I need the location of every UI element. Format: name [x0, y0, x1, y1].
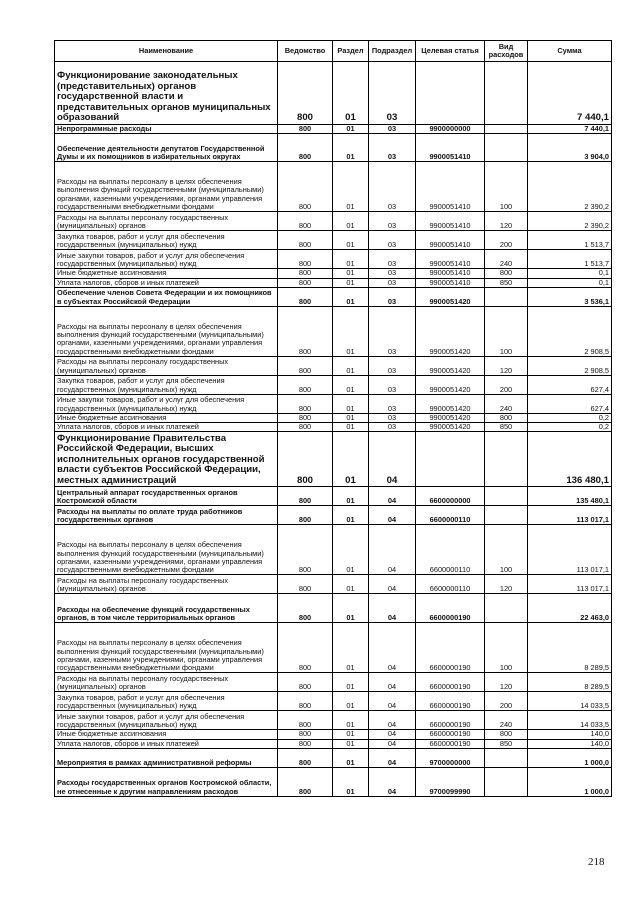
row-name: Обеспечение деятельности депутатов Государственной Думы и их помощников в избирательных округах: [55, 134, 278, 162]
row-section: 01: [333, 62, 369, 125]
row-expense-type: 100: [485, 162, 528, 212]
header-row: [55, 41, 612, 62]
row-subsection: 04: [369, 525, 416, 575]
row-name: Закупка товаров, работ и услуг для обеспечения государственных (муниципальных) нужд: [55, 692, 278, 711]
row-sum: 113 017,1: [528, 575, 612, 594]
row-department: 800: [278, 432, 333, 487]
row-section: 01: [333, 506, 369, 525]
row-sum: 0,1: [528, 269, 612, 278]
row-sum: 627,4: [528, 375, 612, 394]
row-expense-type: [485, 62, 528, 125]
row-section: 01: [333, 287, 369, 306]
row-section: 01: [333, 575, 369, 594]
table-row: [55, 212, 612, 231]
header-name: Наименование: [55, 41, 278, 62]
row-department: 800: [278, 287, 333, 306]
row-department: 800: [278, 711, 333, 730]
row-department: 800: [278, 423, 333, 432]
row-department: 800: [278, 306, 333, 356]
row-target-article: 9900051410: [416, 269, 485, 278]
row-subsection: 04: [369, 749, 416, 768]
table-row: [55, 575, 612, 594]
row-target-article: 6600000110: [416, 575, 485, 594]
row-name: Расходы на выплаты персоналу в целях обеспечения выполнения функций государственными (муниципальными) органами, казенными учреждениями, органами управления государственными внебюджетными фондами: [55, 306, 278, 356]
row-target-article: 9900051410: [416, 231, 485, 250]
row-name: Иные бюджетные ассигнования: [55, 269, 278, 278]
row-subsection: 03: [369, 125, 416, 134]
table-row: [55, 673, 612, 692]
row-subsection: 03: [369, 413, 416, 422]
table-row: [55, 269, 612, 278]
row-name: Центральный аппарат государственных органов Костромской области: [55, 487, 278, 506]
row-subsection: 03: [369, 134, 416, 162]
row-target-article: 9900051410: [416, 134, 485, 162]
table-row: [55, 711, 612, 730]
row-subsection: 03: [369, 356, 416, 375]
table-row: [55, 692, 612, 711]
table-row: [55, 594, 612, 623]
table-row: [55, 375, 612, 394]
row-subsection: 04: [369, 506, 416, 525]
row-expense-type: 120: [485, 356, 528, 375]
row-department: 800: [278, 375, 333, 394]
table-row: [55, 525, 612, 575]
row-expense-type: [485, 749, 528, 768]
row-expense-type: 100: [485, 525, 528, 575]
row-section: 01: [333, 730, 369, 739]
row-name: Иные бюджетные ассигнования: [55, 730, 278, 739]
table-row: [55, 739, 612, 748]
row-subsection: 04: [369, 711, 416, 730]
row-expense-type: [485, 487, 528, 506]
row-section: 01: [333, 673, 369, 692]
row-department: 800: [278, 739, 333, 748]
row-expense-type: [485, 506, 528, 525]
row-department: 800: [278, 125, 333, 134]
row-expense-type: [485, 594, 528, 623]
row-expense-type: [485, 432, 528, 487]
row-sum: 2 908,5: [528, 356, 612, 375]
row-department: 800: [278, 212, 333, 231]
row-sum: 22 463,0: [528, 594, 612, 623]
row-section: 01: [333, 162, 369, 212]
row-expense-type: [485, 768, 528, 797]
row-department: 800: [278, 356, 333, 375]
row-section: 01: [333, 134, 369, 162]
table-header: [55, 41, 612, 62]
table-row: [55, 162, 612, 212]
row-department: 800: [278, 62, 333, 125]
row-target-article: 9900051420: [416, 413, 485, 422]
row-expense-type: 200: [485, 692, 528, 711]
header-sum: Сумма: [528, 41, 612, 62]
row-name: Функционирование Правительства Российской Федерации, высших исполнительных органов государственной власти субъектов Российской Федерации, местных администраций: [55, 432, 278, 487]
row-target-article: 9900051420: [416, 356, 485, 375]
row-department: 800: [278, 623, 333, 673]
row-department: 800: [278, 730, 333, 739]
row-target-article: 9900051420: [416, 394, 485, 413]
row-section: 01: [333, 231, 369, 250]
row-expense-type: 240: [485, 250, 528, 269]
row-section: 01: [333, 413, 369, 422]
row-name: Иные бюджетные ассигнования: [55, 413, 278, 422]
row-sum: 136 480,1: [528, 432, 612, 487]
table-row: [55, 749, 612, 768]
row-department: 800: [278, 162, 333, 212]
row-department: 800: [278, 506, 333, 525]
row-sum: 2 390,2: [528, 162, 612, 212]
row-sum: 3 536,1: [528, 287, 612, 306]
row-department: 800: [278, 394, 333, 413]
row-expense-type: [485, 287, 528, 306]
row-name: Иные закупки товаров, работ и услуг для обеспечения государственных (муниципальных) нужд: [55, 711, 278, 730]
row-department: 800: [278, 413, 333, 422]
row-section: 01: [333, 278, 369, 287]
row-department: 800: [278, 673, 333, 692]
row-expense-type: 100: [485, 306, 528, 356]
row-sum: 627,4: [528, 394, 612, 413]
row-subsection: 04: [369, 594, 416, 623]
row-department: 800: [278, 768, 333, 797]
row-subsection: 04: [369, 673, 416, 692]
row-subsection: 03: [369, 306, 416, 356]
table-body: [55, 62, 612, 797]
table-row: [55, 394, 612, 413]
row-sum: 8 289,5: [528, 623, 612, 673]
row-subsection: 04: [369, 739, 416, 748]
row-subsection: 03: [369, 269, 416, 278]
row-section: 01: [333, 423, 369, 432]
row-subsection: 03: [369, 250, 416, 269]
row-target-article: 6600000110: [416, 506, 485, 525]
row-department: 800: [278, 575, 333, 594]
table-row: [55, 623, 612, 673]
header-expense-type: Вид расходов: [485, 41, 528, 62]
row-target-article: 9900051410: [416, 250, 485, 269]
row-name: Обеспечение членов Совета Федерации и их помощников в субъектах Российской Федерации: [55, 287, 278, 306]
row-target-article: 6600000190: [416, 673, 485, 692]
row-sum: 1 000,0: [528, 749, 612, 768]
row-department: 800: [278, 749, 333, 768]
row-sum: 113 017,1: [528, 525, 612, 575]
row-section: 01: [333, 739, 369, 748]
row-sum: 2 390,2: [528, 212, 612, 231]
row-name: Уплата налогов, сборов и иных платежей: [55, 278, 278, 287]
row-subsection: 03: [369, 212, 416, 231]
row-target-article: 6600000000: [416, 487, 485, 506]
row-expense-type: 850: [485, 278, 528, 287]
row-target-article: 6600000190: [416, 594, 485, 623]
table-row: [55, 125, 612, 134]
row-target-article: 6600000190: [416, 692, 485, 711]
row-name: Расходы на выплаты персоналу в целях обеспечения выполнения функций государственными (муниципальными) органами, казенными учреждениями, органами управления государственными внебюджетными фондами: [55, 623, 278, 673]
row-sum: 14 033,5: [528, 692, 612, 711]
row-target-article: 9900000000: [416, 125, 485, 134]
row-name: Расходы на обеспечение функций государственных органов, в том числе территориальных органов: [55, 594, 278, 623]
table-row: [55, 506, 612, 525]
row-sum: 1 513,7: [528, 250, 612, 269]
row-section: 01: [333, 711, 369, 730]
row-target-article: 9900051420: [416, 375, 485, 394]
table-row: [55, 231, 612, 250]
row-section: 01: [333, 269, 369, 278]
table-row: [55, 432, 612, 487]
row-expense-type: 850: [485, 423, 528, 432]
row-expense-type: [485, 134, 528, 162]
row-name: Расходы государственных органов Костромской области, не отнесенные к другим направлениям расходов: [55, 768, 278, 797]
row-name: Расходы на выплаты персоналу государственных (муниципальных) органов: [55, 575, 278, 594]
row-section: 01: [333, 356, 369, 375]
row-target-article: 9900051420: [416, 306, 485, 356]
row-expense-type: 850: [485, 739, 528, 748]
row-name: Функционирование законодательных (представительных) органов государственной власти и представительных органов муниципальных образований: [55, 62, 278, 125]
row-sum: 7 440,1: [528, 62, 612, 125]
header-target-article: Целевая статья: [416, 41, 485, 62]
row-sum: 8 289,5: [528, 673, 612, 692]
row-sum: 14 033,5: [528, 711, 612, 730]
row-expense-type: 120: [485, 212, 528, 231]
row-expense-type: 100: [485, 623, 528, 673]
row-name: Уплата налогов, сборов и иных платежей: [55, 423, 278, 432]
header-department: Ведомство: [278, 41, 333, 62]
table-row: [55, 413, 612, 422]
table-row: [55, 730, 612, 739]
row-subsection: 04: [369, 575, 416, 594]
row-expense-type: [485, 125, 528, 134]
row-target-article: 6600000190: [416, 711, 485, 730]
row-subsection: 04: [369, 730, 416, 739]
row-name: Иные закупки товаров, работ и услуг для обеспечения государственных (муниципальных) нужд: [55, 394, 278, 413]
row-target-article: 9900051420: [416, 287, 485, 306]
row-target-article: 9700000000: [416, 749, 485, 768]
row-sum: 0,2: [528, 423, 612, 432]
row-subsection: 03: [369, 231, 416, 250]
row-department: 800: [278, 487, 333, 506]
table-row: [55, 487, 612, 506]
row-department: 800: [278, 231, 333, 250]
row-subsection: 03: [369, 162, 416, 212]
budget-table: [54, 40, 612, 797]
row-target-article: 9900051410: [416, 212, 485, 231]
row-subsection: 03: [369, 62, 416, 125]
row-name: Закупка товаров, работ и услуг для обеспечения государственных (муниципальных) нужд: [55, 231, 278, 250]
table-row: [55, 62, 612, 125]
row-sum: 113 017,1: [528, 506, 612, 525]
row-sum: 3 904,0: [528, 134, 612, 162]
row-section: 01: [333, 250, 369, 269]
row-expense-type: 240: [485, 711, 528, 730]
row-sum: 1 000,0: [528, 768, 612, 797]
row-section: 01: [333, 306, 369, 356]
table-row: [55, 278, 612, 287]
row-expense-type: 800: [485, 413, 528, 422]
row-sum: 0,1: [528, 278, 612, 287]
row-target-article: [416, 62, 485, 125]
row-target-article: 9900051410: [416, 278, 485, 287]
row-section: 01: [333, 749, 369, 768]
row-section: 01: [333, 525, 369, 575]
row-subsection: 04: [369, 623, 416, 673]
row-sum: 1 513,7: [528, 231, 612, 250]
row-section: 01: [333, 394, 369, 413]
row-expense-type: 120: [485, 575, 528, 594]
row-name: Расходы на выплаты персоналу в целях обеспечения выполнения функций государственными (муниципальными) органами, казенными учреждениями, органами управления государственными внебюджетными фондами: [55, 525, 278, 575]
row-name: Уплата налогов, сборов и иных платежей: [55, 739, 278, 748]
row-department: 800: [278, 692, 333, 711]
row-subsection: 04: [369, 487, 416, 506]
row-expense-type: 800: [485, 730, 528, 739]
row-sum: 140,0: [528, 739, 612, 748]
row-target-article: 9900051420: [416, 423, 485, 432]
row-name: Непрограммные расходы: [55, 125, 278, 134]
row-expense-type: 240: [485, 394, 528, 413]
row-section: 01: [333, 768, 369, 797]
row-section: 01: [333, 125, 369, 134]
row-name: Расходы на выплаты персоналу государственных (муниципальных) органов: [55, 356, 278, 375]
row-target-article: [416, 432, 485, 487]
row-target-article: 6600000190: [416, 623, 485, 673]
row-sum: 7 440,1: [528, 125, 612, 134]
row-section: 01: [333, 212, 369, 231]
row-name: Расходы на выплаты персоналу в целях обеспечения выполнения функций государственными (муниципальными) органами, казенными учреждениями, органами управления государственными внебюджетными фондами: [55, 162, 278, 212]
row-subsection: 03: [369, 278, 416, 287]
row-department: 800: [278, 594, 333, 623]
row-subsection: 03: [369, 423, 416, 432]
row-name: Мероприятия в рамках административной реформы: [55, 749, 278, 768]
row-department: 800: [278, 250, 333, 269]
row-name: Иные закупки товаров, работ и услуг для обеспечения государственных (муниципальных) нужд: [55, 250, 278, 269]
row-section: 01: [333, 487, 369, 506]
row-target-article: 6600000190: [416, 739, 485, 748]
table-row: [55, 356, 612, 375]
row-sum: 2 908,5: [528, 306, 612, 356]
row-section: 01: [333, 594, 369, 623]
row-expense-type: 200: [485, 375, 528, 394]
page-number: 218: [588, 856, 605, 868]
header-section: Раздел: [333, 41, 369, 62]
row-subsection: 04: [369, 432, 416, 487]
row-section: 01: [333, 692, 369, 711]
row-subsection: 03: [369, 394, 416, 413]
row-expense-type: 200: [485, 231, 528, 250]
table-row: [55, 306, 612, 356]
row-name: Расходы на выплаты персоналу государственных (муниципальных) органов: [55, 673, 278, 692]
row-subsection: 04: [369, 768, 416, 797]
table-row: [55, 287, 612, 306]
table-row: [55, 250, 612, 269]
row-department: 800: [278, 134, 333, 162]
table-row: [55, 768, 612, 797]
row-name: Закупка товаров, работ и услуг для обеспечения государственных (муниципальных) нужд: [55, 375, 278, 394]
row-department: 800: [278, 269, 333, 278]
row-target-article: 6600000190: [416, 730, 485, 739]
row-section: 01: [333, 432, 369, 487]
row-name: Расходы на выплаты персоналу государственных (муниципальных) органов: [55, 212, 278, 231]
row-expense-type: 800: [485, 269, 528, 278]
row-sum: 135 480,1: [528, 487, 612, 506]
row-subsection: 04: [369, 692, 416, 711]
row-target-article: 6600000110: [416, 525, 485, 575]
table-row: [55, 423, 612, 432]
row-target-article: 9700099990: [416, 768, 485, 797]
row-sum: 140,0: [528, 730, 612, 739]
row-name: Расходы на выплаты по оплате труда работников государственных органов: [55, 506, 278, 525]
row-section: 01: [333, 375, 369, 394]
table-row: [55, 134, 612, 162]
row-subsection: 03: [369, 375, 416, 394]
row-target-article: 9900051410: [416, 162, 485, 212]
row-section: 01: [333, 623, 369, 673]
header-subsection: Подраздел: [369, 41, 416, 62]
row-department: 800: [278, 278, 333, 287]
row-department: 800: [278, 525, 333, 575]
row-subsection: 03: [369, 287, 416, 306]
row-expense-type: 120: [485, 673, 528, 692]
row-sum: 0,2: [528, 413, 612, 422]
